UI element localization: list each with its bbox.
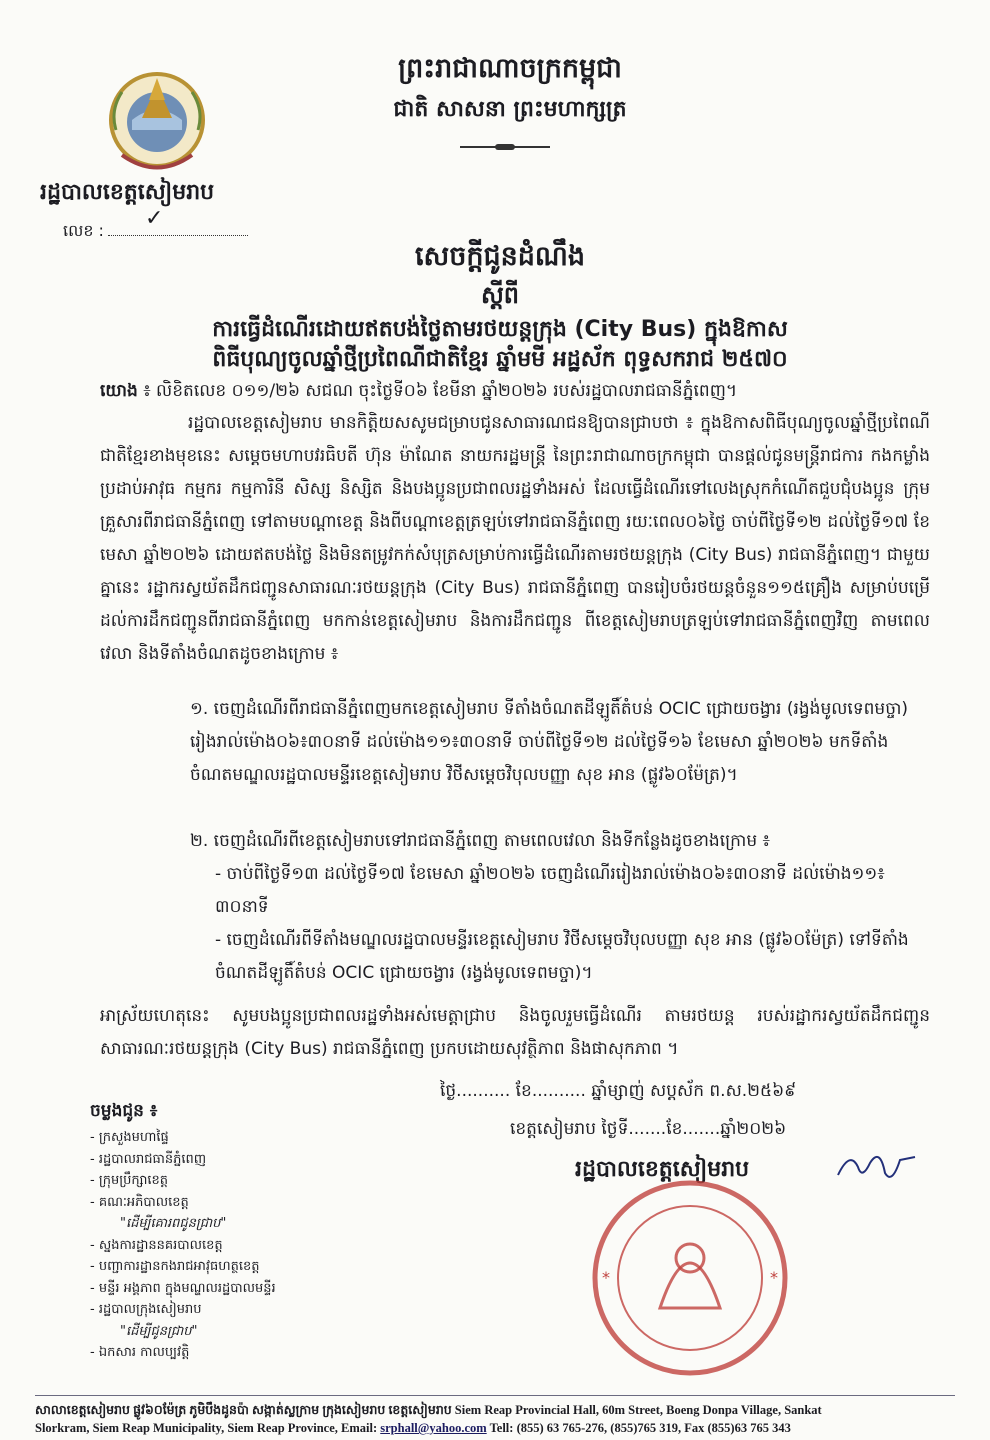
signer-title: រដ្ឋបាលខេត្តសៀមរាប bbox=[575, 1157, 750, 1182]
notice-subject-line2: ពិធីបុណ្យចូលឆ្នាំថ្មីប្រពៃណីជាតិខ្មែរ ឆ្នាំមមី អដ្ឋស័ក ពុទ្ធសករាជ ២៥៧០ bbox=[212, 347, 788, 372]
reference-label: យោង bbox=[100, 381, 138, 401]
notice-subject-line1: ការធ្វើដំណើរដោយឥតបង់ថ្លៃតាមរថយន្តក្រុង (City Bus) ក្នុងឱកាស bbox=[212, 317, 788, 342]
provincial-emblem bbox=[102, 60, 212, 175]
cc-item: - ក្រុមប្រឹក្សាខេត្ត bbox=[90, 1173, 169, 1188]
cc-item: - រដ្ឋបាលក្រុងសៀមរាប bbox=[90, 1302, 202, 1317]
footer-divider bbox=[35, 1395, 955, 1396]
footer-address-line1: សាលាខេត្តសៀមរាប ផ្លូវ៦០ម៉ែត្រ ភូមិបឹងដូនប៉ា សង្កាត់ស្លក្រាម ក្រុងសៀមរាប ខេត្តសៀមរាប Siem Reap Provincial Hall, 60m Street, Boeng Donpa Village, Sankat bbox=[35, 1403, 822, 1417]
main-paragraph bbox=[100, 407, 930, 671]
cc-item: - ក្រសួងមហាផ្ទៃ bbox=[90, 1130, 169, 1145]
svg-text:*: * bbox=[770, 1268, 778, 1287]
svg-text:*: * bbox=[602, 1268, 610, 1287]
cc-item: - មន្ទីរ អង្គភាព ក្នុងមណ្ឌលរដ្ឋបាលមន្ទីរ bbox=[90, 1280, 276, 1296]
footer-phone-fax: Tell: (855) 63 765-276, (855)765 319, Fax (855)63 765 343 bbox=[489, 1421, 791, 1435]
solar-date: ខេត្តសៀមរាប ថ្ងៃទី.......ខែ.......ឆ្នាំ២០២៦ bbox=[510, 1119, 787, 1139]
handwritten-signature bbox=[830, 1145, 920, 1190]
reference-text: ៖ លិខិតលេខ ០១១/២៦ សជណ ចុះថ្ងៃទី០៦ ខែមីនា ឆ្នាំ២០២៦ របស់រដ្ឋបាលរាជធានីភ្នំពេញ។ bbox=[143, 381, 738, 401]
reference-number-label: លេខ : bbox=[63, 221, 104, 240]
national-motto: ជាតិ សាសនា ព្រះមហាក្សត្រ bbox=[393, 97, 627, 122]
list-item-2a: - ចាប់ពីថ្ងៃទី១៣ ដល់ថ្ងៃទី១៧ ខែមេសា ឆ្នាំ២០២៦ ចេញដំណើររៀងរាល់ម៉ោង០៦៖៣០នាទី ដល់ម៉ោង១១៖៣០នាទី bbox=[215, 864, 885, 917]
reference-number-blank bbox=[108, 235, 248, 236]
cc-item: - គណៈអភិបាលខេត្ត bbox=[90, 1194, 189, 1210]
notice-subject-label: ស្តីពី bbox=[480, 281, 520, 309]
lunar-date: ថ្ងៃ.......... ខែ.......... ឆ្នាំម្សាញ់ សប្តស័ក ព.ស.២៥៦៩ bbox=[440, 1081, 797, 1101]
cc-item: - ឯកសារ កាលប្បវត្តិ bbox=[90, 1345, 190, 1360]
official-seal bbox=[590, 1178, 790, 1378]
cc-note: "ដើម្បីជូនជ្រាប" bbox=[120, 1323, 198, 1339]
kingdom-heading: ព្រះរាជាណាចក្រកម្ពុជា bbox=[398, 53, 622, 84]
footer-address-line2 bbox=[35, 1421, 955, 1436]
cc-note: "ដើម្បីគោរពជូនជ្រាប" bbox=[120, 1216, 227, 1231]
issuing-agency: រដ្ឋបាលខេត្តសៀមរាប bbox=[40, 180, 215, 205]
list-item-2b: - ចេញដំណើរពីទីតាំងមណ្ឌលរដ្ឋបាលមន្ទីរខេត្តសៀមរាប វិថីសម្តេចវិបុលបញ្ញា សុខ អាន (ផ្លូវ៦០ម៉ែត្រ) ទៅទីតាំងចំណតដីឡូតិ៍តំបន់ OCIC ជ្រោយចង្វារ (រង្វង់មូលទេពមច្ចា)។ bbox=[215, 930, 909, 983]
footer-address-text: Slorkram, Siem Reap Municipality, Siem Reap Province, Email: bbox=[35, 1421, 378, 1435]
list-item-2: ២. ចេញដំណើរពីខេត្តសៀមរាបទៅរាជធានីភ្នំពេញ តាមពេលវេលា និងទីកន្លែងដូចខាងក្រោម ៖ bbox=[190, 831, 771, 851]
footer-email-link[interactable]: srphall@yahoo.com bbox=[380, 1421, 487, 1435]
main-paragraph-text: រដ្ឋបាលខេត្តសៀមរាប មានកិត្តិយសសូមជម្រាបជូនសាធារណជនឱ្យបានជ្រាបថា ៖ ក្នុងឱកាសពិធីបុណ្យចូលឆ្នាំថ្មីប្រពៃណីជាតិខ្មែរខាងមុខនេះ សម្តេចមហាបវរធិបតី ហ៊ុន ម៉ាណែត នាយករដ្ឋមន្ត្រី នៃព្រះរាជាណាចក្រកម្ពុជា បានផ្តល់ជូនមន្ត្រីរាជការ កងកម្លាំងប្រដាប់អាវុធ កម្មករ កម្មការិនី សិស្ស និស្សិត និងបងប្អូនប្រជាពលរដ្ឋទាំងអស់ ដែលធ្វើដំណើរទៅលេងស្រុកកំណើតជួបជុំបងប្អូន ក្រុមគ្រួសារពីរាជធានីភ្នំពេញ ទៅតាមបណ្តាខេត្ត និងពីបណ្តាខេត្តត្រឡប់ទៅរាជធានីភ្នំពេញ រយៈពេល០៦ថ្ងៃ ចាប់ពីថ្ងៃទី១២ ដល់ថ្ងៃទី១៧ ខែមេសា ឆ្នាំ២០២៦ ដោយឥតបង់ថ្លៃ និងមិនតម្រូវកក់សំបុត្រសម្រាប់ការធ្វើដំណើរតាមរថយន្តក្រុង (City Bus) រាជធានីភ្នំពេញ។ ជាមួយគ្នានេះ រដ្ឋាករស្វយ័តដឹកជញ្ជូនសាធារណៈរថយន្តក្រុង (City Bus) រាជធានីភ្នំពេញ បានរៀបចំរថយន្តចំនួន១១៥គ្រឿង សម្រាប់បម្រើដល់ការដឹកជញ្ជូនពីរាជធានីភ្នំពេញ មកកាន់ខេត្តសៀមរាប និងការដឹកជញ្ជូន ពីខេត្តសៀមរាបត្រឡប់ទៅរាជធានីភ្នំពេញវិញ តាមពេលវេលា និងទីតាំងចំណតដូចខាងក្រោម ៖ bbox=[100, 413, 930, 664]
checkmark-icon: ✓ bbox=[145, 206, 164, 231]
reference-line bbox=[100, 378, 930, 404]
cc-item: - រដ្ឋបាលរាជធានីភ្នំពេញ bbox=[90, 1151, 207, 1167]
cc-item: - ស្នងការដ្ឋាននគរបាលខេត្ត bbox=[90, 1237, 223, 1253]
list-item-1: ១. ចេញដំណើរពីរាជធានីភ្នំពេញមកខេត្តសៀមរាប ទីតាំងចំណតដីឡូតិ៍តំបន់ OCIC ជ្រោយចង្វារ (រង្វង់មូលទេពមច្ចា) រៀងរាល់ម៉ោង០៦៖៣០នាទី ដល់ម៉ោង១១៖៣០នាទី ចាប់ពីថ្ងៃទី១២ ដល់ថ្ងៃទី១៦ ខែមេសា ឆ្នាំ២០២៦ មកទីតាំងចំណតមណ្ឌលរដ្ឋបាលមន្ទីរខេត្តសៀមរាប វិថីសម្តេចវិបុលបញ្ញា សុខ អាន (ផ្លូវ៦០ម៉ែត្រ)។ bbox=[190, 699, 909, 785]
cc-list bbox=[90, 1127, 276, 1364]
cc-title: ចម្លងជូន ៖ bbox=[90, 1101, 158, 1121]
notice-title: សេចក្តីជូនដំណឹង bbox=[414, 241, 586, 272]
cc-item: - បញ្ជាការដ្ឋានកងរាជអាវុធហត្ថខេត្ត bbox=[90, 1259, 260, 1274]
closing-paragraph: អាស្រ័យហេតុនេះ សូមបងប្អូនប្រជាពលរដ្ឋទាំងអស់មេត្តាជ្រាប និងចូលរួមធ្វើដំណើរ តាមរថយន្ត របស់រដ្ឋាករស្វយ័តដឹកជញ្ជូនសាធារណៈរថយន្តក្រុង (City Bus) រាជធានីភ្នំពេញ ប្រកបដោយសុវត្ថិភាព និងផាសុកភាព ។ bbox=[100, 1006, 930, 1059]
motto-divider bbox=[460, 146, 550, 148]
